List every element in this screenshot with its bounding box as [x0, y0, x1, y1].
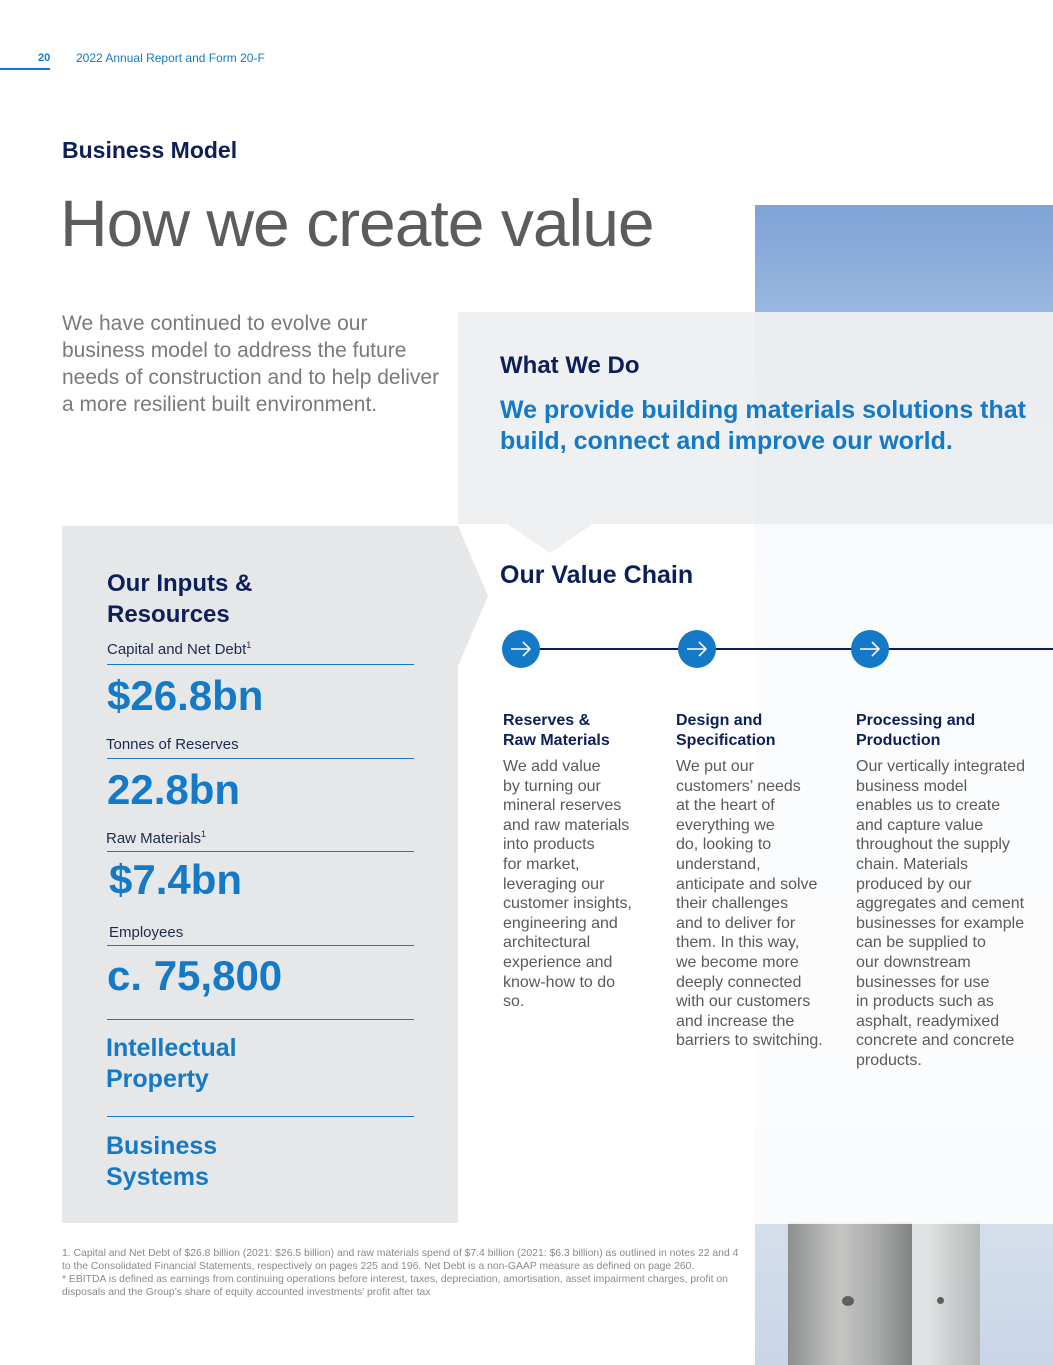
footnote-1: 1. Capital and Net Debt of $26.8 billion (2021: $26.5 billion) and raw materials spend of $7.4 billion (2021: $6.3 billion) as outlined in notes 22 and 4 to the Consolidated Financial Statements, respectively on pages 225 and 196. Net Debt is a non-GAAP measure as defined on page 260. — [62, 1248, 739, 1272]
step-line: barriers to switching. — [676, 1032, 823, 1050]
arrow-right-icon — [678, 630, 716, 668]
page-number: 20 — [38, 52, 51, 64]
concrete-pillar-edge — [912, 1222, 932, 1365]
inputs-title-line: Our Inputs & — [107, 570, 253, 597]
step-title-design — [676, 711, 776, 751]
pillar-bolt-hole — [842, 1296, 854, 1306]
input-value-reserves: 22.8bn — [107, 766, 241, 813]
step-line: products. — [856, 1051, 922, 1069]
step-line: at the heart of — [676, 797, 775, 815]
step-line: asphalt, readymixed — [856, 1012, 1000, 1030]
step-line: produced by our — [856, 875, 972, 893]
value-chain-title: Our Value Chain — [500, 561, 694, 589]
step-line: deeply connected — [676, 973, 802, 991]
step-line: business model — [856, 777, 968, 795]
step-line: everything we — [676, 816, 775, 834]
input-label-raw-materials: Raw Materials$^1$ — [106, 829, 207, 847]
report-title: 2022 Annual Report and Form 20-F — [76, 51, 265, 65]
step-line: their challenges — [676, 895, 789, 913]
inputs-title-line: Resources — [107, 601, 230, 628]
step-line: mineral reserves — [503, 797, 622, 815]
pillar-bolt-hole — [937, 1297, 944, 1304]
step-line: can be supplied to — [856, 934, 986, 952]
step-line: We add value — [503, 758, 601, 775]
step-line: engineering and — [503, 914, 618, 932]
feature-line: Intellectual — [106, 1034, 237, 1062]
what-we-do-title: What We Do — [500, 352, 640, 379]
input-value-employees: c. 75,800 — [107, 952, 283, 999]
step-line: architectural — [503, 934, 591, 952]
divider — [107, 1019, 414, 1020]
input-label-reserves: Tonnes of Reserves — [106, 736, 239, 753]
step-line: in products such as — [856, 993, 994, 1011]
feature-line: Systems — [106, 1163, 209, 1191]
step-title-processing — [856, 711, 975, 751]
step-title-line: Reserves & — [503, 712, 591, 729]
step-title-line: Design and — [676, 712, 763, 729]
step-line: we become more — [676, 953, 799, 971]
step-title-line: Specification — [676, 732, 776, 749]
feature-line: Property — [106, 1065, 209, 1093]
inputs-panel-arrow — [458, 526, 488, 666]
divider — [107, 758, 414, 759]
input-label-employees: Employees — [109, 924, 184, 941]
step-line: do, looking to — [676, 836, 772, 854]
step-line: aggregates and cement — [856, 895, 1025, 913]
step-title-line: Processing and — [856, 712, 976, 729]
arrow-right-icon — [502, 630, 540, 668]
step-line: We put our — [676, 758, 754, 775]
input-business-systems — [106, 1131, 217, 1193]
footnote-ebitda: * EBITDA is defined as earnings from continuing operations before interest, taxes, depreciation, amortisation, asset impairment charges, profit on disposals and the Group’s share of equity accounted investments’ profit after tax — [62, 1274, 728, 1298]
step-line: customers’ needs — [676, 777, 801, 795]
step-text-design — [676, 757, 823, 1051]
input-value-raw-materials: $7.4bn — [109, 856, 243, 903]
step-line: our downstream — [856, 953, 971, 971]
inputs-title — [107, 568, 252, 630]
concrete-pillar-photo — [788, 1222, 916, 1365]
step-line: customer insights, — [503, 895, 632, 913]
step-line: experience and — [503, 953, 613, 971]
step-line: anticipate and solve — [676, 875, 818, 893]
step-line: and increase the — [676, 1012, 795, 1030]
intro-paragraph: We have continued to evolve our business model to address the future needs of construction and to help deliver a more resilient built environment. — [62, 312, 440, 416]
step-line: enables us to create — [856, 797, 1001, 815]
concrete-pillar-side — [932, 1222, 980, 1365]
step-line: businesses for use — [856, 973, 990, 991]
step-line: understand, — [676, 855, 761, 873]
page-number-rule — [0, 68, 50, 70]
footnotes — [62, 1247, 748, 1299]
step-line: know-how to do — [503, 973, 616, 991]
step-line: and capture value — [856, 816, 984, 834]
divider — [107, 945, 414, 946]
step-line: leveraging our — [503, 875, 605, 893]
step-line: so. — [503, 993, 525, 1011]
step-title-line: Raw Materials — [503, 732, 610, 749]
step-line: them. In this way, — [676, 934, 800, 952]
divider — [107, 1116, 414, 1117]
input-label-capital: Capital and Net Debt$^1$ — [107, 640, 252, 658]
value-chain-connector — [520, 648, 1053, 650]
section-eyebrow: Business Model — [62, 137, 238, 163]
step-line: and raw materials — [503, 816, 630, 834]
step-line: by turning our — [503, 777, 601, 795]
step-title-line: Production — [856, 732, 941, 749]
step-line: for market, — [503, 855, 580, 873]
step-line: with our customers — [676, 993, 811, 1011]
step-text-processing — [856, 757, 1025, 1071]
page-title: How we create value — [60, 186, 654, 260]
arrow-right-icon — [851, 630, 889, 668]
step-line: throughout the supply — [856, 836, 1010, 854]
step-line: into products — [503, 836, 595, 854]
input-value-capital: $26.8bn — [107, 672, 264, 719]
step-line: Our vertically integrated — [856, 758, 1025, 775]
input-intellectual-property — [106, 1033, 237, 1095]
step-line: businesses for example — [856, 914, 1025, 932]
step-line: concrete and concrete — [856, 1032, 1015, 1050]
divider — [107, 664, 414, 665]
feature-line: Business — [106, 1132, 218, 1160]
step-line: and to deliver for — [676, 914, 796, 932]
step-text-reserves — [503, 757, 632, 1012]
what-we-do-statement: We provide building materials solutions that build, connect and improve our world. — [500, 396, 1026, 455]
what-we-do-pointer — [506, 523, 594, 553]
step-title-reserves — [503, 711, 610, 751]
divider — [107, 851, 414, 852]
step-line: chain. Materials — [856, 855, 969, 873]
